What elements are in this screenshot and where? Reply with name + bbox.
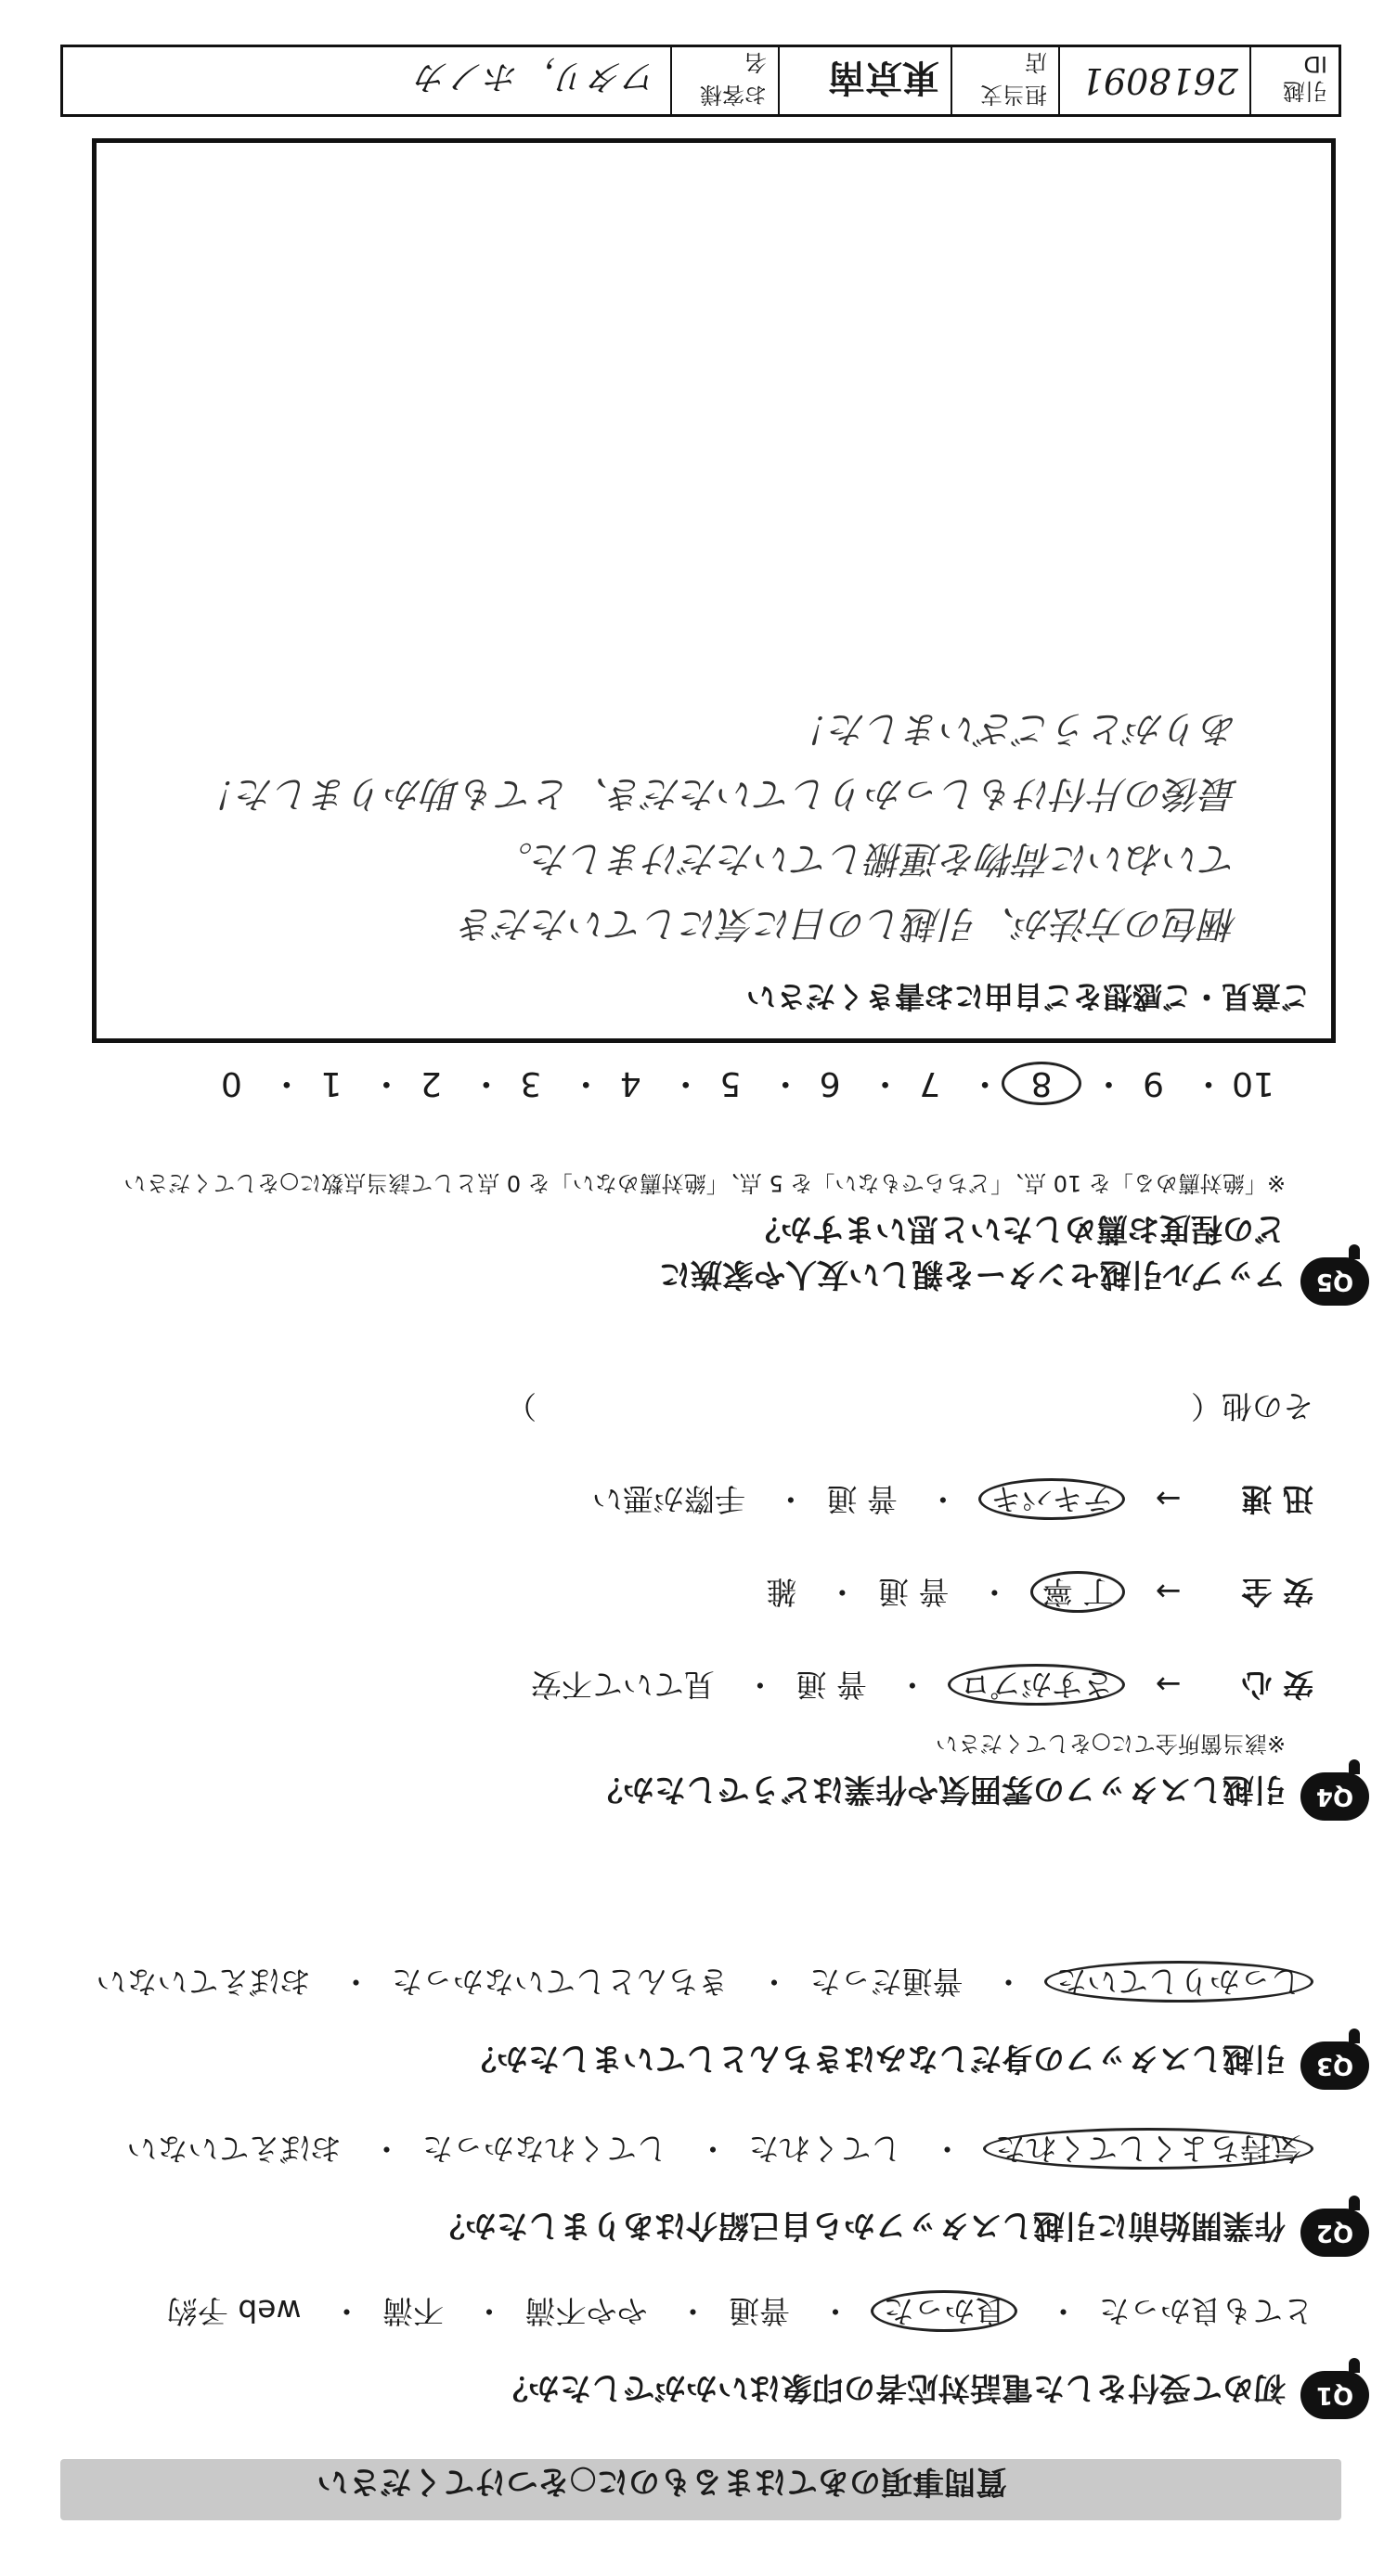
q3-option[interactable]: おぼえていない (96, 1964, 311, 2000)
q4-other-close: ） (506, 1388, 537, 1424)
q4-option[interactable]: 見ていて不安 (530, 1667, 715, 1703)
q5-badge: Q5 (1300, 1257, 1369, 1306)
q2-option-selected[interactable]: 気持ちよくしてくれた (983, 2128, 1313, 2170)
q4-option[interactable]: 普 通 (796, 1667, 867, 1703)
question-1 (497, 2368, 1354, 2414)
arrow-icon: → (1155, 1481, 1182, 1517)
comment-line: ていねいに荷物を運搬していただけました。 (496, 837, 1238, 880)
customer-name: ワタリ，ホノカ (414, 57, 659, 98)
footer-info-row (60, 45, 1341, 117)
q4-row-label: 安 全 (1241, 1574, 1313, 1610)
instruction-text: 質問事項のあてはまるものに○をつけてください (317, 2463, 1007, 2500)
q3-options: しっかりしていた・ 普通だった・ きちんとしていなかった・ おぼえていない (76, 1962, 1314, 2005)
scale-option-selected[interactable]: 8 (1002, 1062, 1081, 1105)
q5-note: ※「絶対薦める」を 10 点、「どちらでもない」を 5 点、「絶対薦めない」を 0 点として該当点数に○をしてください (123, 1170, 1286, 1196)
scale-option[interactable]: 9 (1143, 1064, 1164, 1102)
q2-badge: Q2 (1300, 2209, 1369, 2257)
question-2 (433, 2206, 1354, 2251)
id-value: 2618091 (1058, 47, 1249, 114)
q4-row-label: 安 心 (1241, 1667, 1313, 1703)
scale-option[interactable]: 4 (619, 1064, 641, 1102)
q4-other (485, 1386, 1313, 1430)
q3-option[interactable]: 普通だった (809, 1964, 964, 2000)
q4-row-anzen: 安 全 → 丁 寧・ 普 通・ 雑 (745, 1572, 1313, 1616)
q2-option[interactable]: してくれた (748, 2131, 902, 2167)
branch-label: 担当支店 (951, 47, 1058, 114)
q4-row-label: 迅 速 (1241, 1481, 1313, 1517)
q1-text: 初めて受付をした電話対応者の印象はいかがでしたか？ (497, 2369, 1286, 2406)
q1-options: とても良かった・ 良かった・ 普通・ やや不満・ 不満・ web 予約 (147, 2291, 1313, 2335)
comment-line: 梱包の方法が、引越しの日に気にしていただき (459, 902, 1238, 945)
scale-option[interactable]: 7 (919, 1064, 941, 1102)
q1-option[interactable]: 普通 (729, 2293, 790, 2329)
arrow-icon: → (1155, 1574, 1182, 1610)
q3-option[interactable]: きちんとしていなかった (392, 1964, 729, 2000)
q1-badge: Q1 (1300, 2371, 1369, 2419)
q4-text: 引越しスタッフの雰囲気や作業はどうでしたか？ (591, 1771, 1286, 1808)
q4-row-anshin: 安 心 → さすがプロ・ 普 通・ 見ていて不安 (511, 1665, 1313, 1708)
branch-stamp: 東京南 (778, 47, 951, 114)
q4-option[interactable]: 普 通 (826, 1481, 898, 1517)
q2-option[interactable]: おぼえていない (126, 2131, 342, 2167)
question-5 (123, 1169, 1354, 1300)
q4-option-selected[interactable]: さすがプロ (948, 1664, 1125, 1706)
comment-line: ありがとうございました！ (793, 707, 1238, 750)
q1-option[interactable]: web 予約 (166, 2293, 302, 2329)
q4-other-label: その他（ (1191, 1388, 1313, 1424)
q4-row-jinsoku: 迅 速 → テキパキ・ 普 通・ 手際が悪い (572, 1479, 1313, 1523)
q4-option[interactable]: 普 通 (877, 1574, 950, 1610)
arrow-icon: → (1155, 1667, 1182, 1703)
q4-option-selected[interactable]: テキパキ (978, 1478, 1125, 1520)
scale-option[interactable]: 0 (221, 1064, 242, 1102)
q4-badge: Q4 (1300, 1772, 1369, 1821)
comment-box[interactable] (92, 138, 1336, 1043)
scale-option[interactable]: 1 (320, 1064, 343, 1102)
q5-text-line2: どの程度お薦めしたいと思いますか？ (749, 1210, 1286, 1247)
q3-option-selected[interactable]: しっかりしていた (1044, 1961, 1313, 2003)
q4-note: ※該当箇所全てに○をしてください (935, 1731, 1286, 1757)
scale-option[interactable]: 3 (520, 1064, 542, 1102)
q1-option[interactable]: やや不満 (524, 2293, 648, 2329)
q2-option[interactable]: してくれなかった (422, 2131, 667, 2167)
scale-option[interactable]: 5 (719, 1064, 742, 1102)
customer-label: お客様名 (670, 47, 778, 114)
q4-option[interactable]: 雑 (766, 1574, 797, 1610)
comment-title: ご意見・ご感想をご自由にお書きください (745, 979, 1311, 1014)
question-3 (465, 2039, 1354, 2084)
scale-option[interactable]: 6 (819, 1064, 841, 1102)
scale-option[interactable]: 2 (420, 1064, 442, 1102)
q2-text: 作業開始前に引越しスタッフから自己紹介はありましたか？ (433, 2207, 1286, 2244)
id-label: 引越 ID (1249, 47, 1339, 114)
scale-option[interactable]: 10 (1232, 1064, 1274, 1102)
instruction-band (60, 2459, 1341, 2520)
q3-badge: Q3 (1300, 2041, 1369, 2090)
q4-option-selected[interactable]: 丁 寧 (1030, 1571, 1126, 1613)
q1-option-selected[interactable]: 良かった (872, 2290, 1018, 2332)
q1-option[interactable]: とても良かった (1099, 2293, 1313, 2329)
q5-text-line1: アップル引越センターを親しい友人や家族に (659, 1256, 1286, 1293)
question-4 (591, 1730, 1354, 1815)
q1-option[interactable]: 不満 (382, 2293, 444, 2329)
q3-text: 引越しスタッフの身だしなみはきちんとしていましたか？ (465, 2040, 1286, 2077)
q4-option[interactable]: 手際が悪い (591, 1481, 745, 1517)
q5-scale: 10・ 9・ 8・ 7・ 6・ 5・ 4・ 3・ 2・ 1・ 0 (203, 1062, 1281, 1110)
q2-options: 気持ちよくしてくれた・ してくれた・ してくれなかった・ おぼえていない (107, 2129, 1314, 2172)
comment-line: 最後の片付けもしっかりしていただき、とても助かりました！ (200, 772, 1238, 815)
